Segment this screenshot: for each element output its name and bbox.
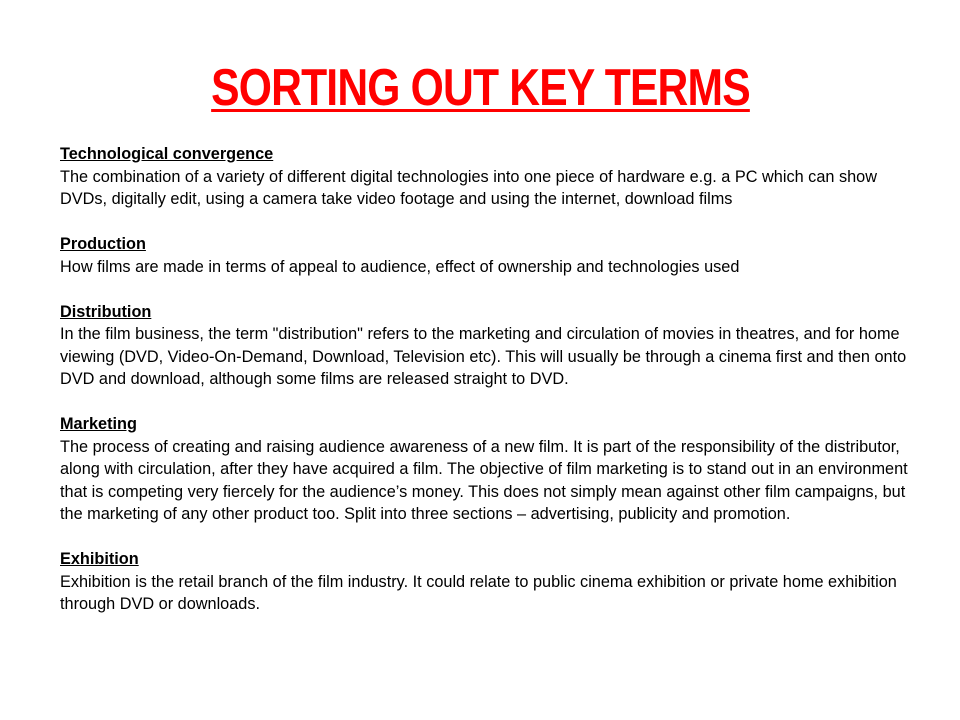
page-title: SORTING OUT KEY TERMS (210, 59, 750, 117)
term-section-distribution (60, 301, 920, 391)
term-heading: Marketing (60, 415, 137, 433)
term-definition: The combination of a variety of different digital technologies into one piece of hardware e.g. a PC which can show DVDs, digitally edit, using a camera take video footage and using the internet, download films (60, 167, 877, 208)
term-heading: Production (60, 235, 146, 253)
term-section-production (60, 233, 920, 278)
term-definition: In the film business, the term "distribution" refers to the marketing and circulation of movies in theatres, and for home viewing (DVD, Video-On-Demand, Download, Television etc). This will usually be through a cinema first and then onto DVD and download, although some films are released straight to DVD. (60, 325, 907, 388)
title-container (0, 58, 960, 118)
key-terms-list (60, 143, 920, 638)
term-section-marketing (60, 413, 920, 526)
term-heading: Technological convergence (60, 145, 274, 163)
term-heading: Distribution (60, 302, 152, 321)
term-section-technological-convergence (60, 143, 920, 211)
term-section-exhibition (60, 548, 920, 616)
term-heading: Exhibition (60, 550, 139, 568)
term-definition: The process of creating and raising audience awareness of a new film. It is part of the responsibility of the distributor, along with circulation, after they have acquired a film. The objective of film marketing is to stand out in an environment that is competing very fiercely for the audience’s money. This does not simply mean against other film campaigns, but the marketing of any other product too. Split into three sections – advertising, publicity and promotion. (60, 437, 908, 523)
term-definition: Exhibition is the retail branch of the film industry. It could relate to public cinema exhibition or private home exhibition through DVD or downloads. (60, 572, 897, 613)
term-definition: How films are made in terms of appeal to audience, effect of ownership and technologies used (60, 257, 740, 276)
